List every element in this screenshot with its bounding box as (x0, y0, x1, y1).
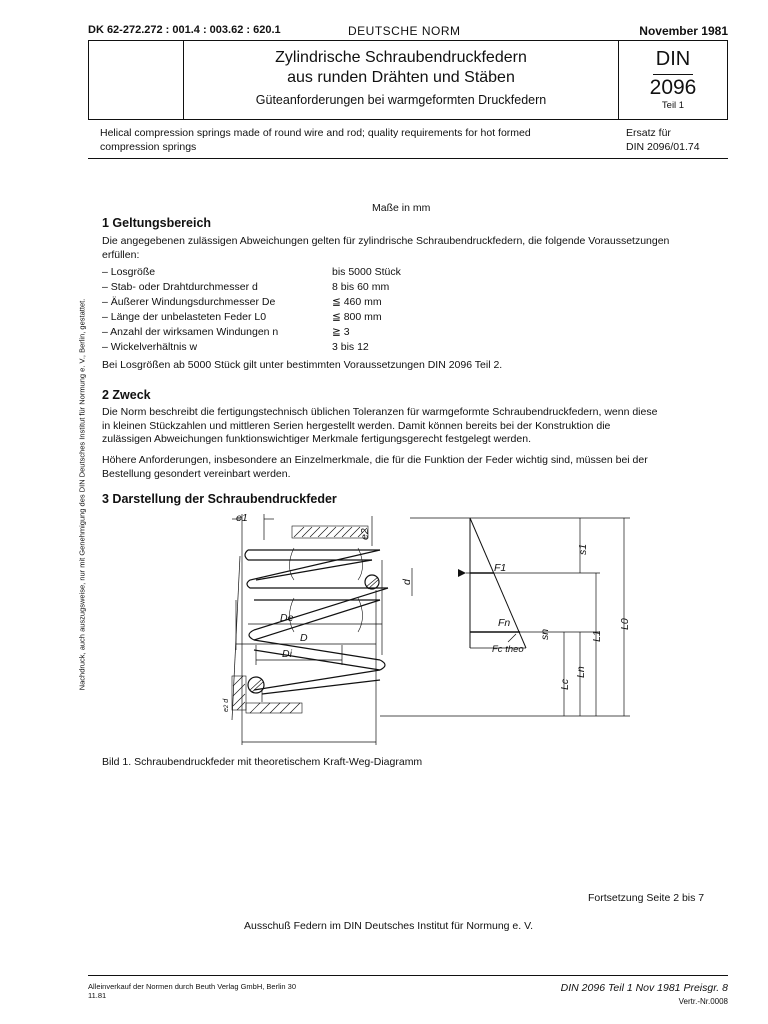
section-2-para-2-line-1: Höhere Anforderungen, insbesondere an Einzelmerkmale, die für die Funktion der Feder wichtig sind, müssen bei der (102, 454, 648, 466)
english-title-line-1: Helical compression springs made of round wire and rod; quality requirements for hot formed (100, 127, 531, 139)
section-2-para-2-line-2: Bestellung gesondert vereinbart werden. (102, 467, 291, 480)
list-item-value: ≦ 460 mm (332, 296, 382, 308)
list-item-value: bis 5000 Stück (332, 266, 401, 278)
list-item-label: – Stab- oder Drahtdurchmesser d (102, 281, 258, 293)
label-Fn: Fn (498, 617, 511, 629)
list-item-label: – Anzahl der wirksamen Windungen n (102, 326, 279, 338)
label-D: D (300, 632, 308, 644)
committee-note: Ausschuß Federn im DIN Deutsches Institut für Normung e. V. (244, 920, 534, 932)
sales-line-1: Alleinverkauf der Normen durch Beuth Verlag GmbH, Berlin 30 (88, 982, 297, 991)
title-line-2: aus runden Drähten und Stäben (287, 69, 515, 86)
issue-date: November 1981 (639, 24, 728, 38)
label-e-small: e2 d (223, 698, 230, 712)
title-subtitle: Güteanforderungen bei warmgeformten Druckfedern (255, 93, 547, 107)
label-Ln: Ln (575, 666, 587, 678)
din-number: 2096 (649, 76, 697, 99)
continuation-note: Fortsetzung Seite 2 bis 7 (588, 892, 705, 904)
english-title-line-2: compression springs (100, 141, 197, 153)
footer-rule (88, 975, 728, 976)
units-note: Maße in mm (372, 202, 431, 214)
replacement-line-2: DIN 2096/01.74 (626, 141, 700, 153)
reprint-notice: Nachdruck, auch auszugsweise, nur mit Genehmigung des DIN Deutsches Institut für Normung e. V., Berlin, gestattet. (77, 298, 87, 691)
label-Lc: Lc (559, 678, 571, 690)
list-item-value: ≦ 800 mm (332, 311, 382, 323)
section-2-para-1-line-2: in kleinen Stückzahlen und mittleren Serien hergestellt werden. Damit können bereits bei der Konstruktion die (102, 419, 611, 432)
label-L1: L1 (591, 630, 603, 642)
label-L0: L0 (619, 618, 631, 630)
section-3-heading: 3 Darstellung der Schraubendruckfeder (102, 492, 337, 506)
list-item-value: ≧ 3 (332, 326, 350, 338)
section-1-heading: 1 Geltungsbereich (102, 216, 212, 230)
list-item-label: – Losgröße (102, 266, 156, 278)
spring-coils (245, 550, 388, 694)
title-line-1: Zylindrische Schraubendruckfedern (275, 49, 527, 66)
figure-caption: Bild 1. Schraubendruckfeder mit theoretischem Kraft-Weg-Diagramm (102, 756, 423, 768)
din-label: DIN (655, 48, 691, 70)
label-e2: e2 (359, 528, 371, 540)
top-seat-hatch (292, 526, 368, 538)
label-e1: e1 (236, 512, 248, 524)
list-item-value: 8 bis 60 mm (332, 281, 390, 293)
dk-number: DK 62-272.272 : 001.4 : 003.62 : 620.1 (88, 24, 281, 36)
label-F1: F1 (494, 562, 507, 574)
list-item-label: – Äußerer Windungsdurchmesser De (102, 296, 276, 308)
bottom-seat-hatch (232, 676, 302, 713)
label-d: d (401, 579, 413, 585)
label-Fc-theo: Fc theo (492, 644, 524, 655)
distribution-number: Vertr.-Nr.0008 (678, 997, 728, 1006)
section-2-para-1-line-1: Die Norm beschreibt die fertigungstechnisch üblichen Toleranzen für warmgeformte Schraubendruckfedern, wenn diese (102, 406, 658, 418)
label-s1: s1 (577, 543, 589, 555)
document-reference: DIN 2096 Teil 1 Nov 1981 Preisgr. 8 (560, 982, 728, 994)
section-1-intro-line-1: Die angegebenen zulässigen Abweichungen gelten für zylindrische Schraubendruckfedern, die folgende Voraussetzungen (102, 235, 670, 247)
list-item-label: – Wickelverhältnis w (102, 341, 198, 353)
section-2-heading: 2 Zweck (102, 388, 151, 402)
replacement-line-1: Ersatz für (626, 127, 671, 139)
norm-label: DEUTSCHE NORM (348, 24, 461, 38)
din-part: Teil 1 (661, 100, 685, 111)
sales-note (88, 982, 296, 1000)
label-De: De (280, 612, 294, 624)
list-item-label: – Länge der unbelasteten Feder L0 (102, 311, 267, 323)
label-Di: Di (282, 648, 292, 660)
section-1-note: Bei Losgrößen ab 5000 Stück gilt unter bestimmten Voraussetzungen DIN 2096 Teil 2. (102, 359, 503, 371)
label-sn: sn (539, 628, 551, 640)
section-1-intro-line-2: erfüllen: (102, 248, 140, 261)
sales-line-2: 11.81 (88, 991, 107, 1000)
section-2-para-1-line-3: zulässigen Abweichungen funktionswichtiger Merkmale fertigungsgerecht festgelegt werden. (102, 433, 531, 445)
list-item-value: 3 bis 12 (332, 341, 369, 353)
